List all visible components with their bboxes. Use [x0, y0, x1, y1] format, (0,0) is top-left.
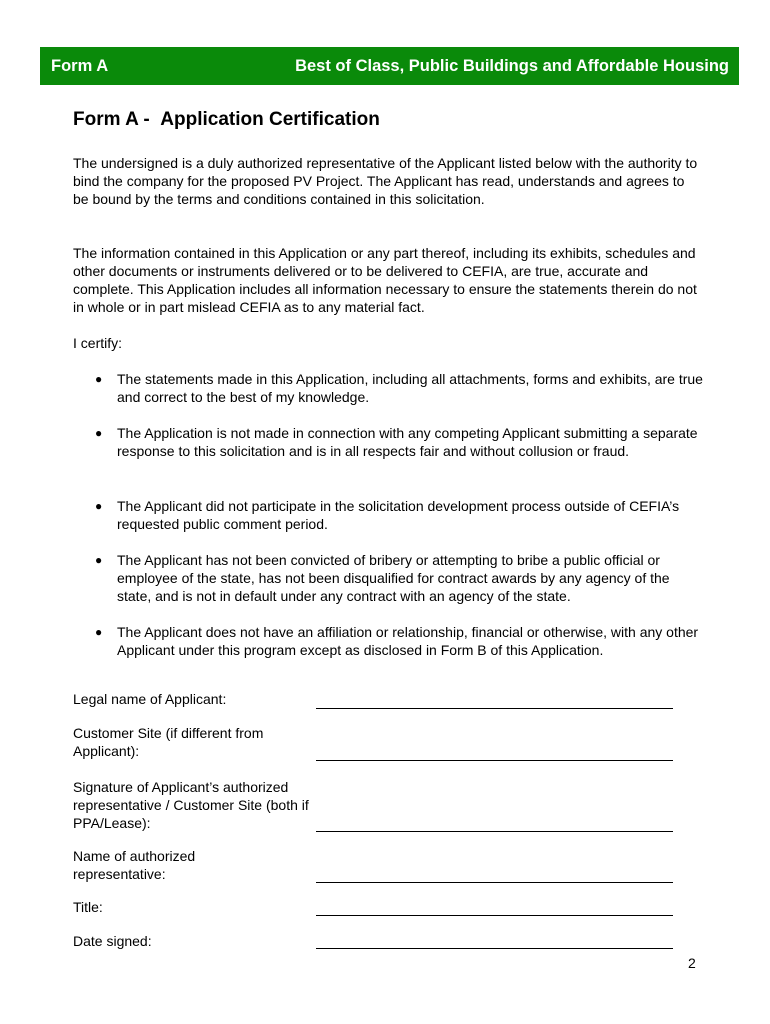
bullet-text: The Applicant does not have an affiliation or relationship, financial or otherwise, with any other Applicant under this program except as disclosed in Form B of this Application.: [117, 624, 699, 658]
header-category-title: Best of Class, Public Buildings and Affordable Housing: [295, 56, 729, 75]
page-title-main: Application Certification: [160, 109, 380, 130]
form-header-bar: [40, 47, 739, 85]
certification-bullet: [95, 370, 705, 406]
legal-name-field[interactable]: [316, 708, 673, 709]
intro-paragraph: The undersigned is a duly authorized representative of the Applicant listed below with the authority to bind the company for the proposed PV Project. The Applicant has read, understands and agrees to be bound by the terms and conditions contained in this solicitation.: [73, 155, 698, 207]
date-signed-field[interactable]: [316, 948, 673, 949]
certification-bullet: [95, 424, 705, 460]
customer-site-label: Customer Site (if different from Applicant):: [73, 725, 264, 759]
bullet-text: The Applicant did not participate in the solicitation development process outside of CEFIA’s requested public comment period.: [117, 498, 680, 532]
page-title-prefix: Form A -: [73, 109, 150, 130]
bullet-icon: ●: [95, 553, 103, 567]
signature-field[interactable]: [316, 831, 673, 832]
customer-site-field[interactable]: [316, 760, 673, 761]
certify-heading: I certify:: [73, 335, 123, 351]
information-paragraph: The information contained in this Application or any part thereof, including its exhibits, schedules and other documents or instruments delivered or to be delivered to CEFIA, are true, accurate and complete. This Application includes all information necessary to ensure the statements therein do not in whole or in part mislead CEFIA as to any material fact.: [73, 245, 697, 315]
title-field[interactable]: [316, 915, 673, 916]
signature-label: Signature of Applicant’s authorized representative / Customer Site (both if PPA/Lease):: [73, 779, 309, 831]
bullet-text: The Application is not made in connection with any competing Applicant submitting a separate response to this solicitation and is in all respects fair and without collusion or fraud.: [117, 425, 698, 459]
authorized-name-label: Name of authorized representative:: [73, 848, 196, 882]
bullet-icon: ●: [95, 372, 103, 386]
legal-name-label: Legal name of Applicant:: [73, 691, 227, 707]
page-title: [73, 109, 380, 131]
bullet-text: The statements made in this Application, including all attachments, forms and exhibits, are true and correct to the best of my knowledge.: [117, 371, 703, 405]
title-label: Title:: [73, 899, 103, 915]
bullet-icon: ●: [95, 499, 103, 513]
page-number: 2: [688, 955, 696, 971]
certification-bullet: [95, 551, 705, 605]
header-form-label: Form A: [51, 56, 109, 75]
certification-bullet: [95, 497, 705, 533]
date-signed-label: Date signed:: [73, 933, 152, 949]
bullet-icon: ●: [95, 426, 103, 440]
bullet-text: The Applicant has not been convicted of bribery or attempting to bribe a public official or employee of the state, has not been disqualified for contract awards by any agency of the state, and is not in default under any contract with an agency of the state.: [117, 552, 670, 604]
certification-bullet: [95, 623, 705, 659]
authorized-name-field[interactable]: [316, 882, 673, 883]
bullet-icon: ●: [95, 625, 103, 639]
